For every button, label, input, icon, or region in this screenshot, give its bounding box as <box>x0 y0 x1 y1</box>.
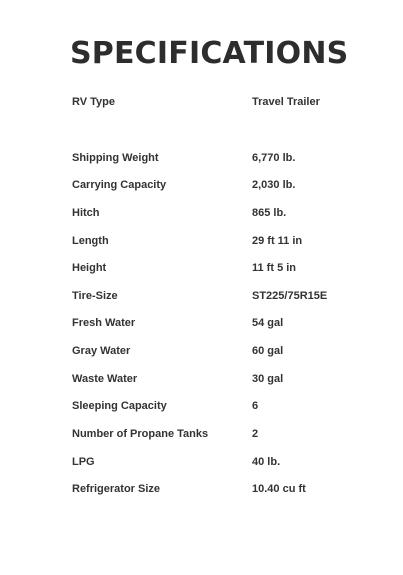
spec-row-length <box>0 231 403 251</box>
spec-label: Length <box>72 235 109 247</box>
spec-row-lpg <box>0 452 403 472</box>
spec-value: Travel Trailer <box>252 96 320 108</box>
spec-label: Refrigerator Size <box>72 483 161 495</box>
spec-value: 60 gal <box>252 345 284 357</box>
spec-row-sleeping-capacity <box>0 396 403 416</box>
spec-value: 6 <box>252 400 259 412</box>
spec-label: Fresh Water <box>72 317 136 329</box>
spec-row-propane-tanks <box>0 424 403 444</box>
spec-label: Sleeping Capacity <box>72 400 167 412</box>
spec-value: 2 <box>252 428 259 440</box>
spec-value: 6,770 lb. <box>252 152 296 164</box>
spec-value: 54 gal <box>252 317 284 329</box>
spec-value: ST225/75R15E <box>252 290 328 302</box>
spec-value: 865 lb. <box>252 207 287 219</box>
spec-value: 40 lb. <box>252 456 281 468</box>
spec-label: RV Type <box>72 96 115 108</box>
spec-label: Gray Water <box>72 345 131 357</box>
spec-value: 10.40 cu ft <box>252 483 306 495</box>
spec-label: LPG <box>72 456 95 468</box>
spec-row-waste-water <box>0 369 403 389</box>
spec-label: Shipping Weight <box>72 152 159 164</box>
spec-label: Waste Water <box>72 373 138 385</box>
spec-value: 30 gal <box>252 373 284 385</box>
spec-row-height <box>0 258 403 278</box>
spec-row-shipping-weight <box>0 148 403 168</box>
spec-row-refrigerator-size <box>0 479 403 499</box>
spec-label: Height <box>72 262 107 274</box>
spec-row-tire-size <box>0 286 403 306</box>
spec-value: 2,030 lb. <box>252 179 296 191</box>
spec-value: 11 ft 5 in <box>252 262 297 274</box>
spec-label: Tire-Size <box>72 290 118 302</box>
spec-value: 29 ft 11 in <box>252 235 303 247</box>
spec-label: Number of Propane Tanks <box>72 428 209 440</box>
spec-row-hitch <box>0 203 403 223</box>
spec-label: Carrying Capacity <box>72 179 167 191</box>
spec-row-fresh-water <box>0 313 403 333</box>
spec-row-carrying-capacity <box>0 175 403 195</box>
spec-row-gray-water <box>0 341 403 361</box>
spec-row-rv-type <box>0 92 403 112</box>
spec-label: Hitch <box>72 207 100 219</box>
page-title: SPECIFICATIONS <box>70 36 349 71</box>
